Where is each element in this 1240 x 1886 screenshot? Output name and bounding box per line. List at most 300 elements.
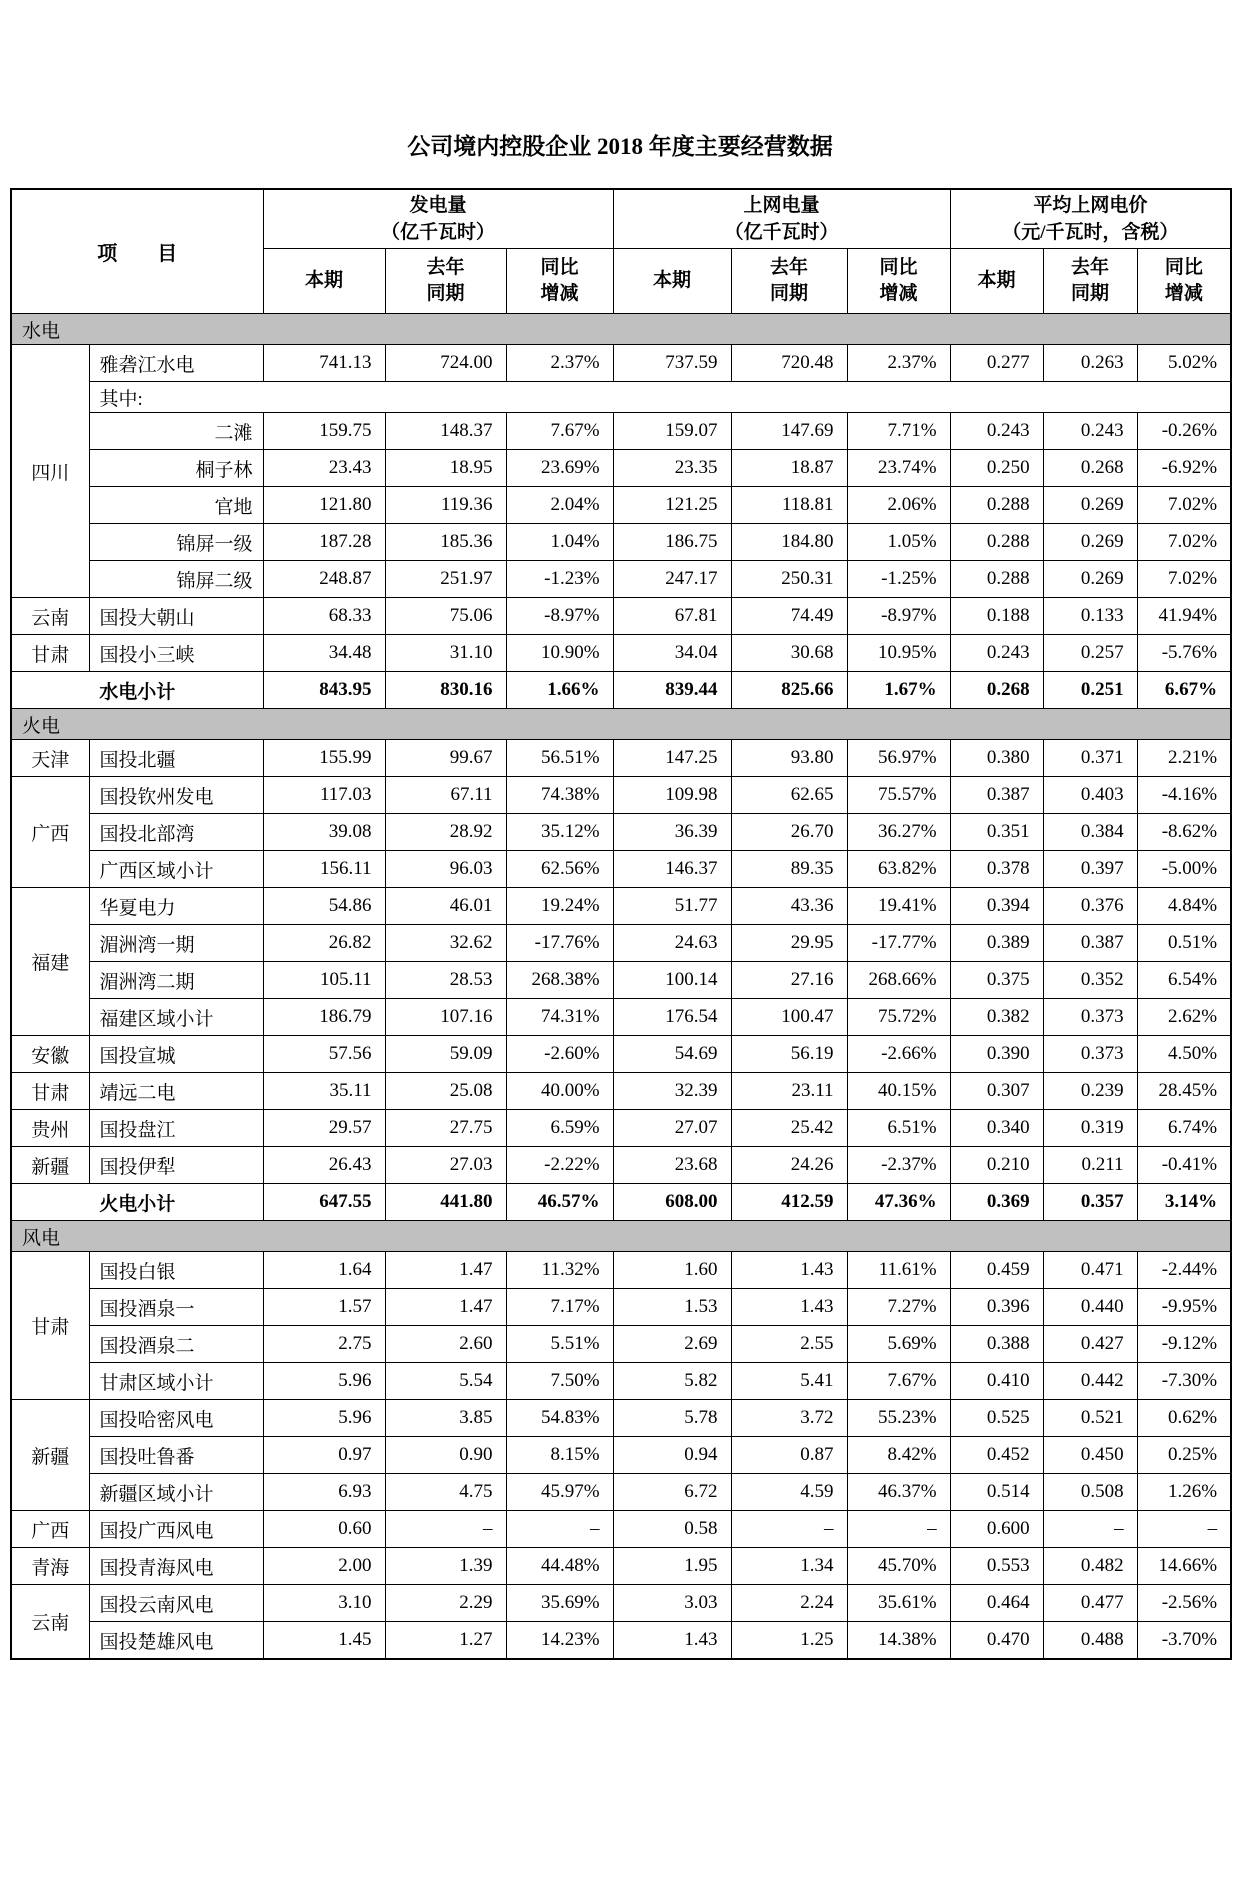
table-row — [11, 1326, 1231, 1363]
value-cell: 0.387 — [950, 777, 1043, 814]
value-cell: 35.12% — [506, 814, 613, 851]
value-cell: 7.71% — [847, 413, 950, 450]
value-cell: 32.39 — [613, 1073, 731, 1110]
value-cell: 184.80 — [731, 524, 847, 561]
value-cell: 5.96 — [263, 1363, 385, 1400]
value-cell: 0.373 — [1043, 1036, 1137, 1073]
table-row — [11, 1036, 1231, 1073]
value-cell: 2.24 — [731, 1585, 847, 1622]
value-cell: 0.277 — [950, 345, 1043, 382]
company-cell: 国投伊犁 — [89, 1147, 263, 1184]
value-cell: -7.30% — [1137, 1363, 1231, 1400]
value-cell: 2.21% — [1137, 740, 1231, 777]
value-cell: 825.66 — [731, 672, 847, 709]
value-cell: 146.37 — [613, 851, 731, 888]
value-cell: 121.80 — [263, 487, 385, 524]
value-cell: 24.26 — [731, 1147, 847, 1184]
value-cell: -9.12% — [1137, 1326, 1231, 1363]
value-cell: 0.382 — [950, 999, 1043, 1036]
section-row — [11, 709, 1231, 740]
value-cell: 41.94% — [1137, 598, 1231, 635]
col-header-prior: 去年 同期 — [731, 249, 847, 314]
company-cell: 国投北疆 — [89, 740, 263, 777]
value-cell: 1.05% — [847, 524, 950, 561]
value-cell: 28.92 — [385, 814, 506, 851]
value-cell: 23.68 — [613, 1147, 731, 1184]
value-cell: 0.257 — [1043, 635, 1137, 672]
value-cell: 7.27% — [847, 1289, 950, 1326]
group-title: 平均上网电价 — [1033, 195, 1148, 216]
value-cell: 62.65 — [731, 777, 847, 814]
value-cell: 74.49 — [731, 598, 847, 635]
value-cell: 0.471 — [1043, 1252, 1137, 1289]
value-cell: 0.373 — [1043, 999, 1137, 1036]
value-cell: 1.53 — [613, 1289, 731, 1326]
value-cell: -2.44% — [1137, 1252, 1231, 1289]
company-cell: 国投楚雄风电 — [89, 1622, 263, 1660]
value-cell: 608.00 — [613, 1184, 731, 1221]
table-row — [11, 999, 1231, 1036]
value-cell: 75.57% — [847, 777, 950, 814]
value-cell: 0.211 — [1043, 1147, 1137, 1184]
value-cell: 0.62% — [1137, 1400, 1231, 1437]
value-cell: 6.51% — [847, 1110, 950, 1147]
company-cell: 靖远二电 — [89, 1073, 263, 1110]
value-cell: 6.54% — [1137, 962, 1231, 999]
company-cell: 新疆区域小计 — [89, 1474, 263, 1511]
company-cell: 国投宣城 — [89, 1036, 263, 1073]
value-cell: 159.07 — [613, 413, 731, 450]
value-cell: 0.450 — [1043, 1437, 1137, 1474]
value-cell: 5.54 — [385, 1363, 506, 1400]
value-cell: 0.51% — [1137, 925, 1231, 962]
table-row — [11, 1363, 1231, 1400]
value-cell: – — [1137, 1511, 1231, 1548]
value-cell: 251.97 — [385, 561, 506, 598]
group-header-row — [11, 189, 1231, 249]
value-cell: 67.81 — [613, 598, 731, 635]
company-cell: 国投盘江 — [89, 1110, 263, 1147]
value-cell: 0.357 — [1043, 1184, 1137, 1221]
value-cell: 56.51% — [506, 740, 613, 777]
company-cell: 国投青海风电 — [89, 1548, 263, 1585]
value-cell: 89.35 — [731, 851, 847, 888]
value-cell: 724.00 — [385, 345, 506, 382]
value-cell: 0.239 — [1043, 1073, 1137, 1110]
value-cell: 1.95 — [613, 1548, 731, 1585]
region-cell: 贵州 — [11, 1110, 89, 1147]
value-cell: 25.42 — [731, 1110, 847, 1147]
table-row — [11, 1585, 1231, 1622]
value-cell: 4.84% — [1137, 888, 1231, 925]
value-cell: 0.90 — [385, 1437, 506, 1474]
company-cell: 国投北部湾 — [89, 814, 263, 851]
value-cell: 40.00% — [506, 1073, 613, 1110]
value-cell: 28.45% — [1137, 1073, 1231, 1110]
value-cell: -2.22% — [506, 1147, 613, 1184]
value-cell: 3.14% — [1137, 1184, 1231, 1221]
col-header-yoy: 同比 增减 — [847, 249, 950, 314]
value-cell: 19.24% — [506, 888, 613, 925]
value-cell: 247.17 — [613, 561, 731, 598]
region-cell: 天津 — [11, 740, 89, 777]
value-cell: 720.48 — [731, 345, 847, 382]
value-cell: 5.02% — [1137, 345, 1231, 382]
value-cell: -8.62% — [1137, 814, 1231, 851]
value-cell: 0.396 — [950, 1289, 1043, 1326]
value-cell: 1.25 — [731, 1622, 847, 1660]
value-cell: 156.11 — [263, 851, 385, 888]
region-cell: 新疆 — [11, 1147, 89, 1184]
value-cell: 18.87 — [731, 450, 847, 487]
value-cell: 43.36 — [731, 888, 847, 925]
value-cell: 100.47 — [731, 999, 847, 1036]
table-row — [11, 487, 1231, 524]
value-cell: 1.60 — [613, 1252, 731, 1289]
value-cell: 2.60 — [385, 1326, 506, 1363]
value-cell: 250.31 — [731, 561, 847, 598]
value-cell: 147.69 — [731, 413, 847, 450]
value-cell: 2.00 — [263, 1548, 385, 1585]
table-row — [11, 1622, 1231, 1660]
value-cell: 0.376 — [1043, 888, 1137, 925]
value-cell: 1.45 — [263, 1622, 385, 1660]
section-row — [11, 1221, 1231, 1252]
value-cell: – — [731, 1511, 847, 1548]
value-cell: 18.95 — [385, 450, 506, 487]
company-cell: 湄洲湾一期 — [89, 925, 263, 962]
value-cell: 40.15% — [847, 1073, 950, 1110]
value-cell: 0.288 — [950, 487, 1043, 524]
col-header-current: 本期 — [613, 249, 731, 314]
company-cell: 湄洲湾二期 — [89, 962, 263, 999]
value-cell: 5.78 — [613, 1400, 731, 1437]
group-title: 上网电量 — [743, 195, 820, 216]
value-cell: 647.55 — [263, 1184, 385, 1221]
table-row — [11, 851, 1231, 888]
value-cell: 23.43 — [263, 450, 385, 487]
value-cell: 39.08 — [263, 814, 385, 851]
table-row — [11, 382, 1231, 413]
value-cell: 99.67 — [385, 740, 506, 777]
value-cell: 2.69 — [613, 1326, 731, 1363]
value-cell: 0.369 — [950, 1184, 1043, 1221]
value-cell: 0.459 — [950, 1252, 1043, 1289]
table-row — [11, 1511, 1231, 1548]
value-cell: 5.82 — [613, 1363, 731, 1400]
value-cell: 0.133 — [1043, 598, 1137, 635]
value-cell: 0.488 — [1043, 1622, 1137, 1660]
value-cell: 0.470 — [950, 1622, 1043, 1660]
value-cell: 0.508 — [1043, 1474, 1137, 1511]
value-cell: -5.00% — [1137, 851, 1231, 888]
value-cell: 46.57% — [506, 1184, 613, 1221]
col-header-prior: 去年 同期 — [1043, 249, 1137, 314]
value-cell: 0.60 — [263, 1511, 385, 1548]
group-header-generation — [263, 189, 613, 249]
company-cell: 国投酒泉二 — [89, 1326, 263, 1363]
value-cell: 0.269 — [1043, 561, 1137, 598]
value-cell: 0.243 — [950, 413, 1043, 450]
value-cell: 56.97% — [847, 740, 950, 777]
value-cell: 35.61% — [847, 1585, 950, 1622]
value-cell: 2.29 — [385, 1585, 506, 1622]
table-row — [11, 561, 1231, 598]
value-cell: 36.27% — [847, 814, 950, 851]
value-cell: 10.90% — [506, 635, 613, 672]
value-cell: 105.11 — [263, 962, 385, 999]
value-cell: 0.410 — [950, 1363, 1043, 1400]
value-cell: 14.66% — [1137, 1548, 1231, 1585]
value-cell: 7.50% — [506, 1363, 613, 1400]
subtotal-label: 火电小计 — [11, 1184, 263, 1221]
value-cell: 45.97% — [506, 1474, 613, 1511]
group-title: 发电量 — [409, 195, 467, 216]
table-row — [11, 598, 1231, 635]
company-cell: 桐子林 — [89, 450, 263, 487]
value-cell: 0.269 — [1043, 487, 1137, 524]
value-cell: 148.37 — [385, 413, 506, 450]
company-cell: 国投哈密风电 — [89, 1400, 263, 1437]
value-cell: 0.288 — [950, 561, 1043, 598]
value-cell: 44.48% — [506, 1548, 613, 1585]
value-cell: 74.31% — [506, 999, 613, 1036]
table-row — [11, 450, 1231, 487]
company-cell: 雅砻江水电 — [89, 345, 263, 382]
company-cell: 国投钦州发电 — [89, 777, 263, 814]
value-cell: 0.352 — [1043, 962, 1137, 999]
col-header-yoy: 同比 增减 — [1137, 249, 1231, 314]
company-cell: 国投吐鲁番 — [89, 1437, 263, 1474]
value-cell: 121.25 — [613, 487, 731, 524]
value-cell: -2.37% — [847, 1147, 950, 1184]
value-cell: 0.375 — [950, 962, 1043, 999]
value-cell: 1.26% — [1137, 1474, 1231, 1511]
table-row — [11, 345, 1231, 382]
value-cell: 47.36% — [847, 1184, 950, 1221]
value-cell: -8.97% — [506, 598, 613, 635]
value-cell: 0.384 — [1043, 814, 1137, 851]
value-cell: 32.62 — [385, 925, 506, 962]
value-cell: -0.41% — [1137, 1147, 1231, 1184]
value-cell: 7.67% — [506, 413, 613, 450]
value-cell: 5.41 — [731, 1363, 847, 1400]
value-cell: 0.351 — [950, 814, 1043, 851]
value-cell: 0.387 — [1043, 925, 1137, 962]
value-cell: -3.70% — [1137, 1622, 1231, 1660]
value-cell: 14.38% — [847, 1622, 950, 1660]
value-cell: -1.25% — [847, 561, 950, 598]
company-cell: 国投大朝山 — [89, 598, 263, 635]
value-cell: 118.81 — [731, 487, 847, 524]
value-cell: 4.50% — [1137, 1036, 1231, 1073]
value-cell: 0.268 — [950, 672, 1043, 709]
value-cell: 67.11 — [385, 777, 506, 814]
value-cell: 1.43 — [731, 1252, 847, 1289]
region-cell: 甘肃 — [11, 1073, 89, 1110]
value-cell: 5.51% — [506, 1326, 613, 1363]
value-cell: 0.442 — [1043, 1363, 1137, 1400]
value-cell: 830.16 — [385, 672, 506, 709]
value-cell: -8.97% — [847, 598, 950, 635]
value-cell: 109.98 — [613, 777, 731, 814]
value-cell: 176.54 — [613, 999, 731, 1036]
value-cell: 29.95 — [731, 925, 847, 962]
value-cell: 0.319 — [1043, 1110, 1137, 1147]
section-row — [11, 314, 1231, 345]
value-cell: 45.70% — [847, 1548, 950, 1585]
value-cell: 26.70 — [731, 814, 847, 851]
value-cell: 6.72 — [613, 1474, 731, 1511]
value-cell: 26.43 — [263, 1147, 385, 1184]
value-cell: 100.14 — [613, 962, 731, 999]
value-cell: -0.26% — [1137, 413, 1231, 450]
value-cell: 268.66% — [847, 962, 950, 999]
value-cell: 839.44 — [613, 672, 731, 709]
value-cell: 0.58 — [613, 1511, 731, 1548]
region-cell: 福建 — [11, 888, 89, 1036]
value-cell: 1.39 — [385, 1548, 506, 1585]
value-cell: 93.80 — [731, 740, 847, 777]
value-cell: 27.03 — [385, 1147, 506, 1184]
group-unit: （亿千瓦时） — [724, 222, 839, 243]
value-cell: 23.11 — [731, 1073, 847, 1110]
value-cell: 6.67% — [1137, 672, 1231, 709]
region-cell: 安徽 — [11, 1036, 89, 1073]
table-row — [11, 672, 1231, 709]
company-cell: 甘肃区域小计 — [89, 1363, 263, 1400]
section-label: 水电 — [11, 314, 1231, 345]
value-cell: 54.86 — [263, 888, 385, 925]
value-cell: 1.43 — [731, 1289, 847, 1326]
value-cell: 0.263 — [1043, 345, 1137, 382]
region-cell: 四川 — [11, 345, 89, 598]
value-cell: -9.95% — [1137, 1289, 1231, 1326]
value-cell: 1.27 — [385, 1622, 506, 1660]
group-unit: （元/千瓦时，含税） — [1002, 222, 1179, 243]
value-cell: 0.388 — [950, 1326, 1043, 1363]
value-cell: 14.23% — [506, 1622, 613, 1660]
value-cell: 36.39 — [613, 814, 731, 851]
value-cell: 4.75 — [385, 1474, 506, 1511]
value-cell: 6.59% — [506, 1110, 613, 1147]
value-cell: -4.16% — [1137, 777, 1231, 814]
value-cell: 0.397 — [1043, 851, 1137, 888]
value-cell: – — [847, 1511, 950, 1548]
value-cell: 412.59 — [731, 1184, 847, 1221]
company-cell: 国投白银 — [89, 1252, 263, 1289]
table-row — [11, 1437, 1231, 1474]
value-cell: 0.482 — [1043, 1548, 1137, 1585]
value-cell: 0.600 — [950, 1511, 1043, 1548]
value-cell: -6.92% — [1137, 450, 1231, 487]
value-cell: 26.82 — [263, 925, 385, 962]
table-row — [11, 777, 1231, 814]
value-cell: -17.76% — [506, 925, 613, 962]
group-unit: （亿千瓦时） — [381, 222, 496, 243]
value-cell: 2.62% — [1137, 999, 1231, 1036]
section-label: 火电 — [11, 709, 1231, 740]
value-cell: 1.57 — [263, 1289, 385, 1326]
value-cell: 0.380 — [950, 740, 1043, 777]
table-row — [11, 1289, 1231, 1326]
value-cell: 23.74% — [847, 450, 950, 487]
value-cell: 0.514 — [950, 1474, 1043, 1511]
value-cell: 248.87 — [263, 561, 385, 598]
region-cell: 青海 — [11, 1548, 89, 1585]
value-cell: 25.08 — [385, 1073, 506, 1110]
col-header-current: 本期 — [263, 249, 385, 314]
value-cell: 46.01 — [385, 888, 506, 925]
value-cell: 0.525 — [950, 1400, 1043, 1437]
value-cell: 56.19 — [731, 1036, 847, 1073]
value-cell: 0.371 — [1043, 740, 1137, 777]
page-title: 公司境内控股企业 2018 年度主要经营数据 — [407, 134, 833, 159]
value-cell: 0.269 — [1043, 524, 1137, 561]
value-cell: 0.477 — [1043, 1585, 1137, 1622]
value-cell: 6.74% — [1137, 1110, 1231, 1147]
value-cell: 0.97 — [263, 1437, 385, 1474]
table-row — [11, 413, 1231, 450]
value-cell: 0.521 — [1043, 1400, 1137, 1437]
company-cell: 官地 — [89, 487, 263, 524]
table-body — [11, 314, 1231, 1660]
value-cell: 1.47 — [385, 1289, 506, 1326]
table-row — [11, 524, 1231, 561]
value-cell: 3.03 — [613, 1585, 731, 1622]
value-cell: -2.56% — [1137, 1585, 1231, 1622]
value-cell: 0.307 — [950, 1073, 1043, 1110]
value-cell: 10.95% — [847, 635, 950, 672]
value-cell: 11.32% — [506, 1252, 613, 1289]
value-cell: 35.69% — [506, 1585, 613, 1622]
value-cell: 0.452 — [950, 1437, 1043, 1474]
value-cell: 74.38% — [506, 777, 613, 814]
value-cell: 0.251 — [1043, 672, 1137, 709]
table-row — [11, 1110, 1231, 1147]
value-cell: 0.94 — [613, 1437, 731, 1474]
value-cell: 8.42% — [847, 1437, 950, 1474]
company-cell: 华夏电力 — [89, 888, 263, 925]
table-row — [11, 1548, 1231, 1585]
table-row — [11, 814, 1231, 851]
value-cell: 35.11 — [263, 1073, 385, 1110]
table-row — [11, 1400, 1231, 1437]
table-row — [11, 888, 1231, 925]
value-cell: 31.10 — [385, 635, 506, 672]
value-cell: 27.07 — [613, 1110, 731, 1147]
main-table — [10, 188, 1232, 1660]
value-cell: 34.04 — [613, 635, 731, 672]
region-cell: 云南 — [11, 598, 89, 635]
value-cell: 51.77 — [613, 888, 731, 925]
value-cell: 737.59 — [613, 345, 731, 382]
value-cell: 19.41% — [847, 888, 950, 925]
value-cell: 0.25% — [1137, 1437, 1231, 1474]
company-cell: 国投酒泉一 — [89, 1289, 263, 1326]
table-row — [11, 1147, 1231, 1184]
value-cell: -17.77% — [847, 925, 950, 962]
value-cell: 0.188 — [950, 598, 1043, 635]
value-cell: 7.67% — [847, 1363, 950, 1400]
value-cell: 7.17% — [506, 1289, 613, 1326]
value-cell: 1.34 — [731, 1548, 847, 1585]
value-cell: 0.440 — [1043, 1289, 1137, 1326]
value-cell: 147.25 — [613, 740, 731, 777]
value-cell: 1.43 — [613, 1622, 731, 1660]
value-cell: 0.210 — [950, 1147, 1043, 1184]
value-cell: 185.36 — [385, 524, 506, 561]
